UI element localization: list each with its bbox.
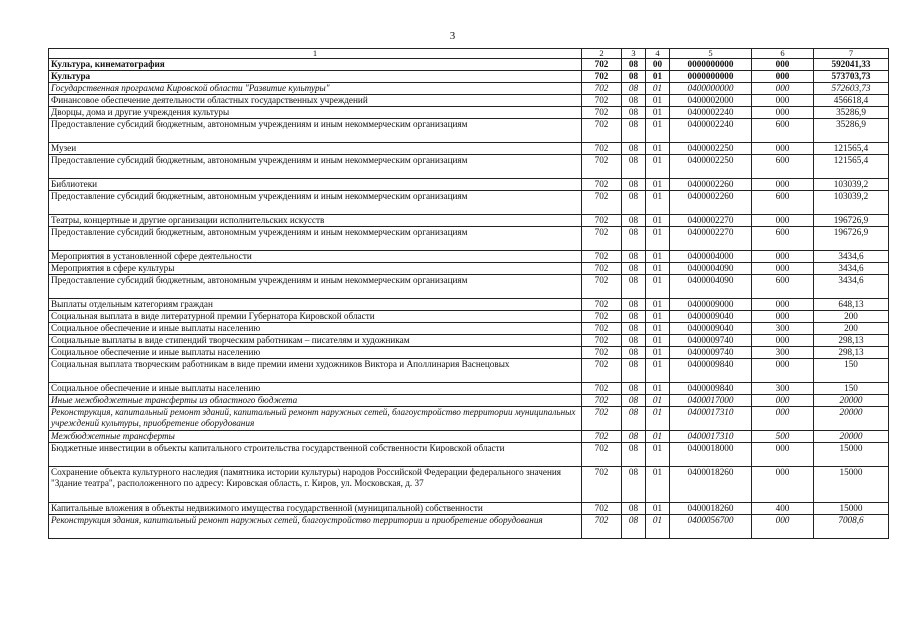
row-target-code: 0400009840: [670, 359, 752, 383]
table-row: [49, 311, 889, 323]
row-expense-type-code: 300: [752, 383, 814, 395]
row-expense-type-code: 000: [752, 59, 814, 71]
row-target-code: 0400004090: [670, 275, 752, 299]
row-section-code: 08: [622, 311, 646, 323]
row-subsection-code: 01: [646, 275, 670, 299]
row-ministry-code: 702: [582, 323, 622, 335]
row-section-code: 08: [622, 155, 646, 179]
row-section-code: 08: [622, 143, 646, 155]
row-target-code: 0400009040: [670, 311, 752, 323]
row-section-code: 08: [622, 443, 646, 467]
row-subsection-code: 01: [646, 503, 670, 515]
row-target-code: 0400009040: [670, 323, 752, 335]
row-subsection-code: 01: [646, 83, 670, 95]
row-ministry-code: 702: [582, 335, 622, 347]
table-row: [49, 467, 889, 503]
row-section-code: 08: [622, 407, 646, 431]
row-ministry-code: 702: [582, 395, 622, 407]
row-section-code: 08: [622, 299, 646, 311]
row-ministry-code: 702: [582, 467, 622, 503]
row-ministry-code: 702: [582, 95, 622, 107]
row-subsection-code: 01: [646, 359, 670, 383]
row-amount: 20000: [814, 407, 889, 431]
row-ministry-code: 702: [582, 347, 622, 359]
table-row: [49, 347, 889, 359]
table-row: [49, 191, 889, 215]
row-ministry-code: 702: [582, 515, 622, 539]
row-name-cell: Сохранение объекта культурного наследия (памятника истории культуры) народов Российской Федерации федерального значения "Здание театра", расположенного по адресу: Кировская область, г. Киров, ул. Московская, д. 37: [49, 467, 582, 503]
row-ministry-code: 702: [582, 83, 622, 95]
table-row: [49, 215, 889, 227]
row-ministry-code: 702: [582, 383, 622, 395]
row-amount: 3434,6: [814, 275, 889, 299]
row-target-code: 0400002000: [670, 95, 752, 107]
table-row: [49, 71, 889, 83]
row-name-cell: Дворцы, дома и другие учреждения культуры: [49, 107, 582, 119]
row-subsection-code: 01: [646, 299, 670, 311]
row-name-cell: Социальные выплаты в виде стипендий творческим работникам – писателям и художникам: [49, 335, 582, 347]
column-number-3: 3: [622, 49, 646, 59]
row-amount: 150: [814, 359, 889, 383]
row-subsection-code: 01: [646, 467, 670, 503]
row-ministry-code: 702: [582, 191, 622, 215]
row-ministry-code: 702: [582, 155, 622, 179]
row-amount: 3434,6: [814, 263, 889, 275]
row-section-code: 08: [622, 359, 646, 383]
row-ministry-code: 702: [582, 107, 622, 119]
row-name-cell: Реконструкция, капитальный ремонт зданий, капитальный ремонт наружных сетей, благоустройство территории муниципальных учреждений культуры, приобретение оборудования: [49, 407, 582, 431]
row-name-cell: Музеи: [49, 143, 582, 155]
row-target-code: 0400009840: [670, 383, 752, 395]
row-target-code: 0400002260: [670, 191, 752, 215]
table-row: [49, 323, 889, 335]
row-name-cell: Мероприятия в установленной сфере деятельности: [49, 251, 582, 263]
row-amount: 15000: [814, 443, 889, 467]
row-name-cell: Социальное обеспечение и иные выплаты населению: [49, 347, 582, 359]
page-number: 3: [449, 30, 456, 42]
row-expense-type-code: 000: [752, 359, 814, 383]
row-section-code: 08: [622, 59, 646, 71]
row-section-code: 08: [622, 107, 646, 119]
row-target-code: 0400002250: [670, 143, 752, 155]
row-target-code: 0400002270: [670, 215, 752, 227]
row-section-code: 08: [622, 395, 646, 407]
row-name-cell: Капитальные вложения в объекты недвижимого имущества государственной (муниципальной) собственности: [49, 503, 582, 515]
column-number-row: [49, 49, 889, 59]
table-row: [49, 359, 889, 383]
table-row: [49, 251, 889, 263]
row-expense-type-code: 500: [752, 431, 814, 443]
row-ministry-code: 702: [582, 359, 622, 383]
table-row: [49, 395, 889, 407]
row-subsection-code: 01: [646, 179, 670, 191]
table-row: [49, 275, 889, 299]
row-section-code: 08: [622, 503, 646, 515]
budget-table: [48, 48, 889, 539]
budget-table-body: [49, 49, 889, 539]
row-amount: 150: [814, 383, 889, 395]
row-ministry-code: 702: [582, 503, 622, 515]
table-row: [49, 95, 889, 107]
row-name-cell: Социальная выплата творческим работникам в виде премии имени художников Виктора и Аполлинария Васнецовых: [49, 359, 582, 383]
row-subsection-code: 01: [646, 71, 670, 83]
row-section-code: 08: [622, 191, 646, 215]
row-amount: 15000: [814, 503, 889, 515]
row-expense-type-code: 600: [752, 119, 814, 143]
row-subsection-code: 01: [646, 143, 670, 155]
row-amount: 298,13: [814, 347, 889, 359]
row-subsection-code: 01: [646, 215, 670, 227]
row-target-code: 0400017000: [670, 395, 752, 407]
row-expense-type-code: 600: [752, 275, 814, 299]
row-section-code: 08: [622, 275, 646, 299]
row-subsection-code: 01: [646, 191, 670, 215]
row-target-code: 0400018260: [670, 503, 752, 515]
table-row: [49, 83, 889, 95]
row-expense-type-code: 000: [752, 107, 814, 119]
row-subsection-code: 01: [646, 227, 670, 251]
row-target-code: 0400004000: [670, 251, 752, 263]
table-row: [49, 227, 889, 251]
row-name-cell: Предоставление субсидий бюджетным, автономным учреждениям и иным некоммерческим организациям: [49, 191, 582, 215]
row-target-code: 0400009740: [670, 335, 752, 347]
row-subsection-code: 00: [646, 59, 670, 71]
row-subsection-code: 01: [646, 107, 670, 119]
row-target-code: 0400004090: [670, 263, 752, 275]
row-expense-type-code: 400: [752, 503, 814, 515]
table-row: [49, 263, 889, 275]
row-name-cell: Культура: [49, 71, 582, 83]
row-subsection-code: 01: [646, 395, 670, 407]
row-ministry-code: 702: [582, 407, 622, 431]
row-expense-type-code: 000: [752, 83, 814, 95]
row-amount: 103039,2: [814, 191, 889, 215]
row-target-code: 0400017310: [670, 431, 752, 443]
row-expense-type-code: 000: [752, 443, 814, 467]
row-name-cell: Предоставление субсидий бюджетным, автономным учреждениям и иным некоммерческим организациям: [49, 155, 582, 179]
row-section-code: 08: [622, 119, 646, 143]
row-subsection-code: 01: [646, 263, 670, 275]
column-number-2: 2: [582, 49, 622, 59]
row-section-code: 08: [622, 347, 646, 359]
row-expense-type-code: 000: [752, 311, 814, 323]
row-ministry-code: 702: [582, 143, 622, 155]
row-amount: 35286,9: [814, 119, 889, 143]
row-target-code: 0400002260: [670, 179, 752, 191]
row-expense-type-code: 000: [752, 395, 814, 407]
column-number-6: 6: [752, 49, 814, 59]
row-expense-type-code: 300: [752, 347, 814, 359]
row-subsection-code: 01: [646, 407, 670, 431]
row-expense-type-code: 600: [752, 227, 814, 251]
row-target-code: 0400002240: [670, 107, 752, 119]
row-subsection-code: 01: [646, 347, 670, 359]
row-expense-type-code: 600: [752, 155, 814, 179]
row-subsection-code: 01: [646, 155, 670, 179]
row-subsection-code: 01: [646, 95, 670, 107]
row-name-cell: Межбюджетные трансферты: [49, 431, 582, 443]
row-target-code: 0400002250: [670, 155, 752, 179]
row-section-code: 08: [622, 215, 646, 227]
row-amount: 298,13: [814, 335, 889, 347]
row-target-code: 0400009740: [670, 347, 752, 359]
row-name-cell: Финансовое обеспечение деятельности областных государственных учреждений: [49, 95, 582, 107]
row-section-code: 08: [622, 95, 646, 107]
row-name-cell: Государственная программа Кировской области "Развитие культуры": [49, 83, 582, 95]
row-amount: 592041,33: [814, 59, 889, 71]
row-name-cell: Мероприятия в сфере культуры: [49, 263, 582, 275]
row-expense-type-code: 600: [752, 191, 814, 215]
row-ministry-code: 702: [582, 275, 622, 299]
row-ministry-code: 702: [582, 311, 622, 323]
row-name-cell: Бюджетные инвестиции в объекты капитального строительства государственной собственности Кировской области: [49, 443, 582, 467]
row-expense-type-code: 000: [752, 179, 814, 191]
row-expense-type-code: 300: [752, 323, 814, 335]
row-amount: 196726,9: [814, 215, 889, 227]
column-number-5: 5: [670, 49, 752, 59]
row-expense-type-code: 000: [752, 251, 814, 263]
row-target-code: 0400018260: [670, 467, 752, 503]
column-number-7: 7: [814, 49, 889, 59]
row-name-cell: Предоставление субсидий бюджетным, автономным учреждениям и иным некоммерческим организациям: [49, 275, 582, 299]
row-amount: 20000: [814, 395, 889, 407]
row-amount: 7008,6: [814, 515, 889, 539]
row-target-code: 0400009000: [670, 299, 752, 311]
row-amount: 200: [814, 323, 889, 335]
row-subsection-code: 01: [646, 311, 670, 323]
row-target-code: 0400000000: [670, 83, 752, 95]
table-row: [49, 431, 889, 443]
row-name-cell: Предоставление субсидий бюджетным, автономным учреждениям и иным некоммерческим организациям: [49, 227, 582, 251]
row-ministry-code: 702: [582, 443, 622, 467]
row-amount: 121565,4: [814, 155, 889, 179]
row-ministry-code: 702: [582, 251, 622, 263]
row-section-code: 08: [622, 263, 646, 275]
row-name-cell: Библиотеки: [49, 179, 582, 191]
row-section-code: 08: [622, 179, 646, 191]
row-target-code: 0400018000: [670, 443, 752, 467]
table-row: [49, 443, 889, 467]
row-subsection-code: 01: [646, 323, 670, 335]
row-expense-type-code: 000: [752, 95, 814, 107]
row-expense-type-code: 000: [752, 515, 814, 539]
row-expense-type-code: 000: [752, 143, 814, 155]
row-subsection-code: 01: [646, 515, 670, 539]
row-section-code: 08: [622, 383, 646, 395]
row-target-code: 0400002240: [670, 119, 752, 143]
row-amount: 648,13: [814, 299, 889, 311]
row-section-code: 08: [622, 227, 646, 251]
column-number-1: 1: [49, 49, 582, 59]
row-amount: 35286,9: [814, 107, 889, 119]
row-name-cell: Культура, кинематография: [49, 59, 582, 71]
row-amount: 121565,4: [814, 143, 889, 155]
row-target-code: 0000000000: [670, 71, 752, 83]
table-row: [49, 119, 889, 143]
row-name-cell: Выплаты отдельным категориям граждан: [49, 299, 582, 311]
row-name-cell: Реконструкция здания, капитальный ремонт наружных сетей, благоустройство территории и приобретение оборудования: [49, 515, 582, 539]
row-name-cell: Театры, концертные и другие организации исполнительских искусств: [49, 215, 582, 227]
table-row: [49, 383, 889, 395]
row-target-code: 0400056700: [670, 515, 752, 539]
table-row: [49, 143, 889, 155]
row-subsection-code: 01: [646, 119, 670, 143]
table-row: [49, 515, 889, 539]
column-number-4: 4: [646, 49, 670, 59]
table-row: [49, 179, 889, 191]
row-amount: 3434,6: [814, 251, 889, 263]
row-amount: 200: [814, 311, 889, 323]
row-expense-type-code: 000: [752, 467, 814, 503]
table-row: [49, 335, 889, 347]
table-row: [49, 107, 889, 119]
row-name-cell: Предоставление субсидий бюджетным, автономным учреждениям и иным некоммерческим организациям: [49, 119, 582, 143]
row-name-cell: Иные межбюджетные трансферты из областного бюджета: [49, 395, 582, 407]
row-amount: 196726,9: [814, 227, 889, 251]
row-expense-type-code: 000: [752, 263, 814, 275]
row-name-cell: Социальная выплата в виде литературной премии Губернатора Кировской области: [49, 311, 582, 323]
row-subsection-code: 01: [646, 383, 670, 395]
row-section-code: 08: [622, 467, 646, 503]
row-section-code: 08: [622, 323, 646, 335]
row-ministry-code: 702: [582, 263, 622, 275]
row-amount: 573703,73: [814, 71, 889, 83]
row-ministry-code: 702: [582, 59, 622, 71]
row-target-code: 0000000000: [670, 59, 752, 71]
row-ministry-code: 702: [582, 71, 622, 83]
table-row: [49, 299, 889, 311]
row-name-cell: Социальное обеспечение и иные выплаты населению: [49, 383, 582, 395]
row-section-code: 08: [622, 83, 646, 95]
row-expense-type-code: 000: [752, 71, 814, 83]
row-section-code: 08: [622, 335, 646, 347]
row-subsection-code: 01: [646, 251, 670, 263]
row-section-code: 08: [622, 71, 646, 83]
row-ministry-code: 702: [582, 227, 622, 251]
row-subsection-code: 01: [646, 443, 670, 467]
row-ministry-code: 702: [582, 215, 622, 227]
row-target-code: 0400017310: [670, 407, 752, 431]
row-section-code: 08: [622, 251, 646, 263]
row-ministry-code: 702: [582, 179, 622, 191]
row-section-code: 08: [622, 431, 646, 443]
row-expense-type-code: 000: [752, 335, 814, 347]
row-ministry-code: 702: [582, 431, 622, 443]
row-subsection-code: 01: [646, 335, 670, 347]
row-expense-type-code: 000: [752, 407, 814, 431]
row-amount: 572603,73: [814, 83, 889, 95]
row-amount: 103039,2: [814, 179, 889, 191]
row-ministry-code: 702: [582, 299, 622, 311]
row-expense-type-code: 000: [752, 215, 814, 227]
table-row: [49, 407, 889, 431]
row-expense-type-code: 000: [752, 299, 814, 311]
row-target-code: 0400002270: [670, 227, 752, 251]
table-row: [49, 503, 889, 515]
row-subsection-code: 01: [646, 431, 670, 443]
table-row: [49, 155, 889, 179]
row-ministry-code: 702: [582, 119, 622, 143]
table-row: [49, 59, 889, 71]
row-amount: 20000: [814, 431, 889, 443]
row-amount: 15000: [814, 467, 889, 503]
row-section-code: 08: [622, 515, 646, 539]
row-name-cell: Социальное обеспечение и иные выплаты населению: [49, 323, 582, 335]
row-amount: 456618,4: [814, 95, 889, 107]
